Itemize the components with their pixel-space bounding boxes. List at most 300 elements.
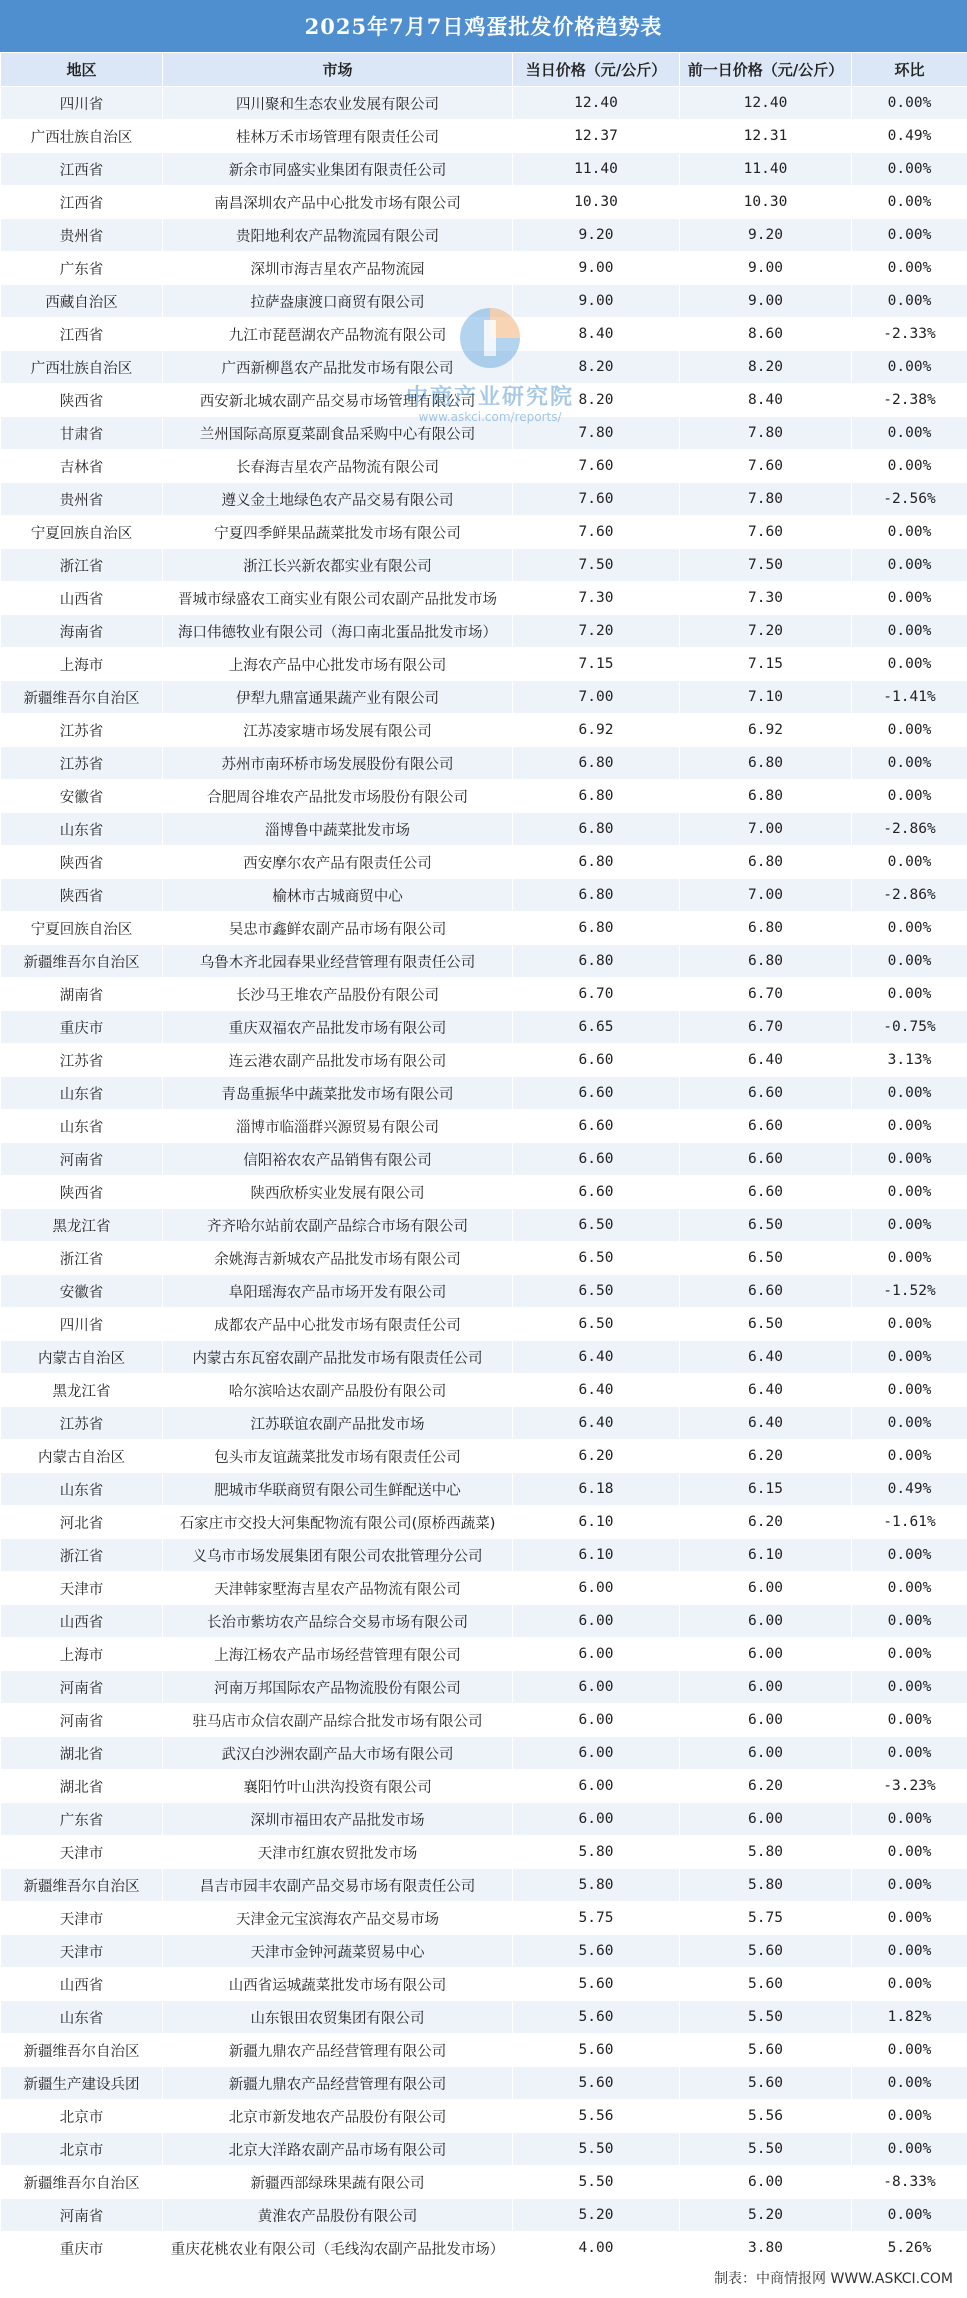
table-row: [1, 846, 967, 879]
cell-region: 河北省: [1, 1506, 163, 1539]
cell-change: -3.23%: [852, 1770, 967, 1803]
table-row: [1, 1770, 967, 1803]
cell-market: 北京市新发地农产品股份有限公司: [163, 2100, 513, 2133]
cell-region: 黑龙江省: [1, 1209, 163, 1242]
cell-change: -2.86%: [852, 813, 967, 846]
cell-change: 0.00%: [852, 1671, 967, 1704]
cell-region: 山东省: [1, 1110, 163, 1143]
cell-current-price: 6.00: [513, 1737, 680, 1770]
cell-change: 0.00%: [852, 1143, 967, 1176]
cell-region: 山西省: [1, 1605, 163, 1638]
cell-current-price: 7.60: [513, 450, 680, 483]
cell-current-price: 6.65: [513, 1011, 680, 1044]
cell-current-price: 6.00: [513, 1671, 680, 1704]
table-row: [1, 1308, 967, 1341]
cell-current-price: 6.40: [513, 1407, 680, 1440]
price-table: [0, 52, 967, 2265]
cell-current-price: 12.37: [513, 120, 680, 153]
cell-market: 重庆双福农产品批发市场有限公司: [163, 1011, 513, 1044]
table-row: [1, 1176, 967, 1209]
cell-previous-price: 5.56: [680, 2100, 852, 2133]
table-row: [1, 516, 967, 549]
cell-region: 重庆市: [1, 1011, 163, 1044]
cell-previous-price: 6.50: [680, 1209, 852, 1242]
cell-region: 北京市: [1, 2100, 163, 2133]
cell-change: 0.00%: [852, 945, 967, 978]
cell-current-price: 8.20: [513, 384, 680, 417]
table-row: [1, 1935, 967, 1968]
cell-region: 广东省: [1, 1803, 163, 1836]
table-row: [1, 582, 967, 615]
cell-market: 天津市红旗农贸批发市场: [163, 1836, 513, 1869]
cell-current-price: 6.92: [513, 714, 680, 747]
cell-current-price: 7.20: [513, 615, 680, 648]
cell-previous-price: 6.60: [680, 1077, 852, 1110]
cell-region: 山东省: [1, 813, 163, 846]
cell-current-price: 7.60: [513, 516, 680, 549]
cell-previous-price: 6.20: [680, 1506, 852, 1539]
cell-previous-price: 5.60: [680, 1935, 852, 1968]
cell-current-price: 7.80: [513, 417, 680, 450]
cell-change: 0.00%: [852, 2034, 967, 2067]
cell-region: 陕西省: [1, 1176, 163, 1209]
cell-current-price: 9.00: [513, 252, 680, 285]
table-row: [1, 87, 967, 120]
cell-previous-price: 6.50: [680, 1308, 852, 1341]
table-row: [1, 2100, 967, 2133]
cell-market: 贵阳地利农产品物流园有限公司: [163, 219, 513, 252]
cell-change: 0.00%: [852, 1836, 967, 1869]
cell-current-price: 6.20: [513, 1440, 680, 1473]
cell-previous-price: 8.40: [680, 384, 852, 417]
cell-previous-price: 6.00: [680, 1737, 852, 1770]
cell-current-price: 6.60: [513, 1110, 680, 1143]
cell-market: 兰州国际高原夏菜副食品采购中心有限公司: [163, 417, 513, 450]
table-row: [1, 1341, 967, 1374]
cell-region: 陕西省: [1, 846, 163, 879]
table-row: [1, 186, 967, 219]
cell-region: 天津市: [1, 1836, 163, 1869]
cell-current-price: 6.60: [513, 1143, 680, 1176]
cell-change: 0.00%: [852, 2133, 967, 2166]
cell-market: 伊犁九鼎富通果蔬产业有限公司: [163, 681, 513, 714]
cell-market: 桂林万禾市场管理有限责任公司: [163, 120, 513, 153]
table-row: [1, 615, 967, 648]
cell-current-price: 6.80: [513, 846, 680, 879]
cell-previous-price: 6.40: [680, 1407, 852, 1440]
cell-previous-price: 7.00: [680, 813, 852, 846]
cell-current-price: 6.10: [513, 1506, 680, 1539]
cell-market: 晋城市绿盛农工商实业有限公司农副产品批发市场: [163, 582, 513, 615]
cell-previous-price: 6.60: [680, 1275, 852, 1308]
cell-change: -2.56%: [852, 483, 967, 516]
cell-previous-price: 6.60: [680, 1110, 852, 1143]
cell-market: 新余市同盛实业集团有限责任公司: [163, 153, 513, 186]
table-row: [1, 1638, 967, 1671]
cell-change: 0.00%: [852, 252, 967, 285]
cell-change: 0.00%: [852, 648, 967, 681]
cell-current-price: 4.00: [513, 2232, 680, 2265]
table-row: [1, 450, 967, 483]
cell-market: 连云港农副产品批发市场有限公司: [163, 1044, 513, 1077]
cell-region: 江西省: [1, 186, 163, 219]
cell-previous-price: 6.00: [680, 1638, 852, 1671]
table-row: [1, 714, 967, 747]
cell-market: 义乌市市场发展集团有限公司农批管理分公司: [163, 1539, 513, 1572]
cell-market: 武汉白沙洲农副产品大市场有限公司: [163, 1737, 513, 1770]
cell-region: 天津市: [1, 1935, 163, 1968]
table-row: [1, 153, 967, 186]
cell-current-price: 5.50: [513, 2166, 680, 2199]
cell-region: 江苏省: [1, 747, 163, 780]
cell-current-price: 8.20: [513, 351, 680, 384]
cell-change: 3.13%: [852, 1044, 967, 1077]
cell-market: 广西新柳邕农产品批发市场有限公司: [163, 351, 513, 384]
cell-region: 新疆维吾尔自治区: [1, 2034, 163, 2067]
table-row: [1, 1902, 967, 1935]
cell-change: 0.00%: [852, 780, 967, 813]
table-row: [1, 648, 967, 681]
cell-region: 山东省: [1, 1077, 163, 1110]
cell-previous-price: 5.80: [680, 1836, 852, 1869]
cell-market: 天津市金钟河蔬菜贸易中心: [163, 1935, 513, 1968]
cell-previous-price: 7.15: [680, 648, 852, 681]
cell-change: -1.52%: [852, 1275, 967, 1308]
cell-change: 0.00%: [852, 1077, 967, 1110]
cell-region: 湖北省: [1, 1737, 163, 1770]
cell-change: 0.00%: [852, 285, 967, 318]
cell-change: 0.00%: [852, 846, 967, 879]
table-row: [1, 1836, 967, 1869]
cell-region: 上海市: [1, 648, 163, 681]
cell-current-price: 5.60: [513, 1968, 680, 2001]
cell-previous-price: 9.00: [680, 285, 852, 318]
cell-change: 0.00%: [852, 1209, 967, 1242]
footer-credit: 制表：中商情报网 WWW.ASKCI.COM: [714, 2271, 953, 2287]
cell-change: 0.49%: [852, 1473, 967, 1506]
cell-change: 0.00%: [852, 1902, 967, 1935]
cell-market: 遵义金土地绿色农产品交易有限公司: [163, 483, 513, 516]
table-row: [1, 2199, 967, 2232]
cell-current-price: 6.00: [513, 1638, 680, 1671]
cell-market: 长沙马王堆农产品股份有限公司: [163, 978, 513, 1011]
cell-previous-price: 7.60: [680, 516, 852, 549]
cell-market: 石家庄市交投大河集配物流有限公司(原桥西蔬菜): [163, 1506, 513, 1539]
cell-region: 山东省: [1, 1473, 163, 1506]
cell-market: 重庆花桃农业有限公司（毛线沟农副产品批发市场）: [163, 2232, 513, 2265]
cell-market: 苏州市南环桥市场发展股份有限公司: [163, 747, 513, 780]
cell-region: 浙江省: [1, 1242, 163, 1275]
table-row: [1, 252, 967, 285]
cell-region: 河南省: [1, 1143, 163, 1176]
table-row: [1, 1737, 967, 1770]
cell-previous-price: 5.20: [680, 2199, 852, 2232]
cell-change: 0.49%: [852, 120, 967, 153]
table-row: [1, 483, 967, 516]
cell-market: 山东银田农贸集团有限公司: [163, 2001, 513, 2034]
cell-current-price: 7.50: [513, 549, 680, 582]
cell-previous-price: 6.80: [680, 912, 852, 945]
cell-region: 四川省: [1, 87, 163, 120]
cell-region: 江西省: [1, 153, 163, 186]
cell-previous-price: 3.80: [680, 2232, 852, 2265]
cell-change: 0.00%: [852, 2100, 967, 2133]
cell-region: 内蒙古自治区: [1, 1440, 163, 1473]
cell-market: 黄淮农产品股份有限公司: [163, 2199, 513, 2232]
table-row: [1, 2166, 967, 2199]
cell-change: 0.00%: [852, 978, 967, 1011]
cell-previous-price: 6.20: [680, 1440, 852, 1473]
cell-region: 江西省: [1, 318, 163, 351]
cell-previous-price: 11.40: [680, 153, 852, 186]
cell-previous-price: 6.40: [680, 1341, 852, 1374]
table-row: [1, 1143, 967, 1176]
cell-current-price: 6.50: [513, 1242, 680, 1275]
cell-market: 淄博市临淄群兴源贸易有限公司: [163, 1110, 513, 1143]
table-row: [1, 285, 967, 318]
cell-market: 江苏联谊农副产品批发市场: [163, 1407, 513, 1440]
cell-market: 深圳市海吉星农产品物流园: [163, 252, 513, 285]
cell-market: 山西省运城蔬菜批发市场有限公司: [163, 1968, 513, 2001]
cell-change: 1.82%: [852, 2001, 967, 2034]
cell-market: 哈尔滨哈达农副产品股份有限公司: [163, 1374, 513, 1407]
cell-market: 信阳裕农农产品销售有限公司: [163, 1143, 513, 1176]
cell-previous-price: 6.00: [680, 1671, 852, 1704]
cell-region: 山西省: [1, 582, 163, 615]
cell-market: 长治市紫坊农产品综合交易市场有限公司: [163, 1605, 513, 1638]
cell-region: 天津市: [1, 1902, 163, 1935]
cell-current-price: 6.10: [513, 1539, 680, 1572]
cell-current-price: 6.60: [513, 1176, 680, 1209]
cell-current-price: 7.00: [513, 681, 680, 714]
header-region: 地区: [1, 53, 163, 87]
table-row: [1, 879, 967, 912]
cell-region: 河南省: [1, 1671, 163, 1704]
cell-market: 新疆九鼎农产品经营管理有限公司: [163, 2034, 513, 2067]
cell-market: 深圳市福田农产品批发市场: [163, 1803, 513, 1836]
cell-current-price: 6.40: [513, 1374, 680, 1407]
cell-region: 黑龙江省: [1, 1374, 163, 1407]
cell-previous-price: 7.80: [680, 417, 852, 450]
cell-change: 0.00%: [852, 714, 967, 747]
cell-market: 榆林市古城商贸中心: [163, 879, 513, 912]
cell-previous-price: 6.80: [680, 846, 852, 879]
cell-change: 0.00%: [852, 582, 967, 615]
cell-region: 江苏省: [1, 1044, 163, 1077]
cell-region: 新疆维吾尔自治区: [1, 2166, 163, 2199]
cell-change: 0.00%: [852, 1737, 967, 1770]
cell-market: 南昌深圳农产品中心批发市场有限公司: [163, 186, 513, 219]
cell-market: 四川聚和生态农业发展有限公司: [163, 87, 513, 120]
cell-change: 0.00%: [852, 1869, 967, 1902]
cell-previous-price: 9.00: [680, 252, 852, 285]
table-row: [1, 1275, 967, 1308]
cell-previous-price: 6.00: [680, 1704, 852, 1737]
table-row: [1, 1110, 967, 1143]
table-row: [1, 2232, 967, 2265]
header-row: [1, 53, 967, 87]
cell-market: 吴忠市鑫鲜农副产品市场有限公司: [163, 912, 513, 945]
table-row: [1, 1077, 967, 1110]
table-row: [1, 1011, 967, 1044]
table-row: [1, 1407, 967, 1440]
cell-change: 0.00%: [852, 1440, 967, 1473]
cell-market: 包头市友谊蔬菜批发市场有限责任公司: [163, 1440, 513, 1473]
cell-previous-price: 5.60: [680, 1968, 852, 2001]
table-row: [1, 2034, 967, 2067]
cell-change: 0.00%: [852, 1968, 967, 2001]
cell-current-price: 6.00: [513, 1572, 680, 1605]
cell-region: 浙江省: [1, 1539, 163, 1572]
cell-change: 0.00%: [852, 1407, 967, 1440]
cell-change: 0.00%: [852, 516, 967, 549]
cell-current-price: 6.40: [513, 1341, 680, 1374]
cell-change: 0.00%: [852, 1110, 967, 1143]
cell-market: 西安新北城农副产品交易市场管理有限公司: [163, 384, 513, 417]
cell-previous-price: 7.30: [680, 582, 852, 615]
table-row: [1, 318, 967, 351]
table-body: [1, 87, 967, 2265]
cell-current-price: 5.50: [513, 2133, 680, 2166]
cell-region: 安徽省: [1, 780, 163, 813]
cell-current-price: 6.18: [513, 1473, 680, 1506]
cell-market: 宁夏四季鲜果品蔬菜批发市场有限公司: [163, 516, 513, 549]
cell-market: 阜阳瑶海农产品市场开发有限公司: [163, 1275, 513, 1308]
table-row: [1, 1242, 967, 1275]
cell-previous-price: 6.70: [680, 978, 852, 1011]
cell-market: 昌吉市园丰农副产品交易市场有限责任公司: [163, 1869, 513, 1902]
cell-previous-price: 6.92: [680, 714, 852, 747]
table-row: [1, 1539, 967, 1572]
cell-market: 北京大洋路农副产品市场有限公司: [163, 2133, 513, 2166]
cell-previous-price: 6.80: [680, 945, 852, 978]
cell-current-price: 5.20: [513, 2199, 680, 2232]
cell-region: 贵州省: [1, 483, 163, 516]
cell-change: -2.38%: [852, 384, 967, 417]
table-row: [1, 1671, 967, 1704]
cell-region: 贵州省: [1, 219, 163, 252]
cell-current-price: 11.40: [513, 153, 680, 186]
cell-region: 内蒙古自治区: [1, 1341, 163, 1374]
cell-change: 0.00%: [852, 1176, 967, 1209]
cell-market: 浙江长兴新农都实业有限公司: [163, 549, 513, 582]
cell-current-price: 10.30: [513, 186, 680, 219]
cell-change: 0.00%: [852, 1704, 967, 1737]
cell-region: 新疆维吾尔自治区: [1, 945, 163, 978]
cell-change: 0.00%: [852, 1638, 967, 1671]
table-row: [1, 120, 967, 153]
cell-current-price: 6.50: [513, 1275, 680, 1308]
cell-previous-price: 6.00: [680, 1572, 852, 1605]
table-row: [1, 2133, 967, 2166]
cell-change: -1.61%: [852, 1506, 967, 1539]
cell-change: 0.00%: [852, 153, 967, 186]
cell-region: 宁夏回族自治区: [1, 912, 163, 945]
cell-region: 上海市: [1, 1638, 163, 1671]
cell-change: 0.00%: [852, 912, 967, 945]
cell-current-price: 6.50: [513, 1209, 680, 1242]
table-row: [1, 978, 967, 1011]
cell-previous-price: 6.70: [680, 1011, 852, 1044]
cell-change: 0.00%: [852, 1374, 967, 1407]
cell-previous-price: 6.50: [680, 1242, 852, 1275]
header-change: 环比: [852, 53, 967, 87]
cell-current-price: 6.70: [513, 978, 680, 1011]
cell-current-price: 6.60: [513, 1077, 680, 1110]
cell-current-price: 7.60: [513, 483, 680, 516]
cell-change: 0.00%: [852, 1572, 967, 1605]
cell-region: 广东省: [1, 252, 163, 285]
cell-previous-price: 6.15: [680, 1473, 852, 1506]
cell-market: 新疆九鼎农产品经营管理有限公司: [163, 2067, 513, 2100]
table-row: [1, 1803, 967, 1836]
cell-current-price: 9.00: [513, 285, 680, 318]
cell-market: 乌鲁木齐北园春果业经营管理有限责任公司: [163, 945, 513, 978]
cell-previous-price: 6.60: [680, 1143, 852, 1176]
cell-change: 0.00%: [852, 186, 967, 219]
cell-previous-price: 10.30: [680, 186, 852, 219]
cell-region: 山东省: [1, 2001, 163, 2034]
table-row: [1, 2067, 967, 2100]
cell-market: 淄博鲁中蔬菜批发市场: [163, 813, 513, 846]
cell-market: 河南万邦国际农产品物流股份有限公司: [163, 1671, 513, 1704]
cell-previous-price: 6.80: [680, 747, 852, 780]
watermark-url: www.askci.com/reports/: [418, 410, 562, 424]
cell-market: 江苏凌家塘市场发展有限公司: [163, 714, 513, 747]
cell-market: 新疆西部绿珠果蔬有限公司: [163, 2166, 513, 2199]
cell-region: 吉林省: [1, 450, 163, 483]
cell-current-price: 6.00: [513, 1770, 680, 1803]
cell-region: 湖北省: [1, 1770, 163, 1803]
cell-change: 0.00%: [852, 1341, 967, 1374]
cell-region: 海南省: [1, 615, 163, 648]
cell-market: 九江市琵琶湖农产品物流有限公司: [163, 318, 513, 351]
cell-change: 0.00%: [852, 1803, 967, 1836]
cell-change: 0.00%: [852, 219, 967, 252]
cell-market: 成都农产品中心批发市场有限责任公司: [163, 1308, 513, 1341]
cell-current-price: 6.80: [513, 813, 680, 846]
cell-current-price: 6.80: [513, 912, 680, 945]
cell-region: 四川省: [1, 1308, 163, 1341]
table-row: [1, 1506, 967, 1539]
cell-previous-price: 7.00: [680, 879, 852, 912]
cell-market: 拉萨盎康渡口商贸有限公司: [163, 285, 513, 318]
cell-current-price: 6.00: [513, 1803, 680, 1836]
cell-previous-price: 9.20: [680, 219, 852, 252]
cell-region: 江苏省: [1, 714, 163, 747]
table-row: [1, 384, 967, 417]
cell-region: 江苏省: [1, 1407, 163, 1440]
cell-previous-price: 6.40: [680, 1374, 852, 1407]
cell-change: -2.86%: [852, 879, 967, 912]
cell-market: 襄阳竹叶山洪沟投资有限公司: [163, 1770, 513, 1803]
cell-current-price: 6.00: [513, 1704, 680, 1737]
cell-region: 陕西省: [1, 879, 163, 912]
cell-change: 0.00%: [852, 450, 967, 483]
cell-previous-price: 7.50: [680, 549, 852, 582]
cell-market: 上海农产品中心批发市场有限公司: [163, 648, 513, 681]
table-row: [1, 549, 967, 582]
cell-previous-price: 7.20: [680, 615, 852, 648]
cell-previous-price: 12.31: [680, 120, 852, 153]
cell-change: 0.00%: [852, 351, 967, 384]
watermark-text: 中商产业研究院: [405, 385, 574, 410]
cell-market: 肥城市华联商贸有限公司生鲜配送中心: [163, 1473, 513, 1506]
cell-previous-price: 5.50: [680, 2133, 852, 2166]
cell-previous-price: 5.50: [680, 2001, 852, 2034]
cell-previous-price: 12.40: [680, 87, 852, 120]
cell-region: 河南省: [1, 2199, 163, 2232]
